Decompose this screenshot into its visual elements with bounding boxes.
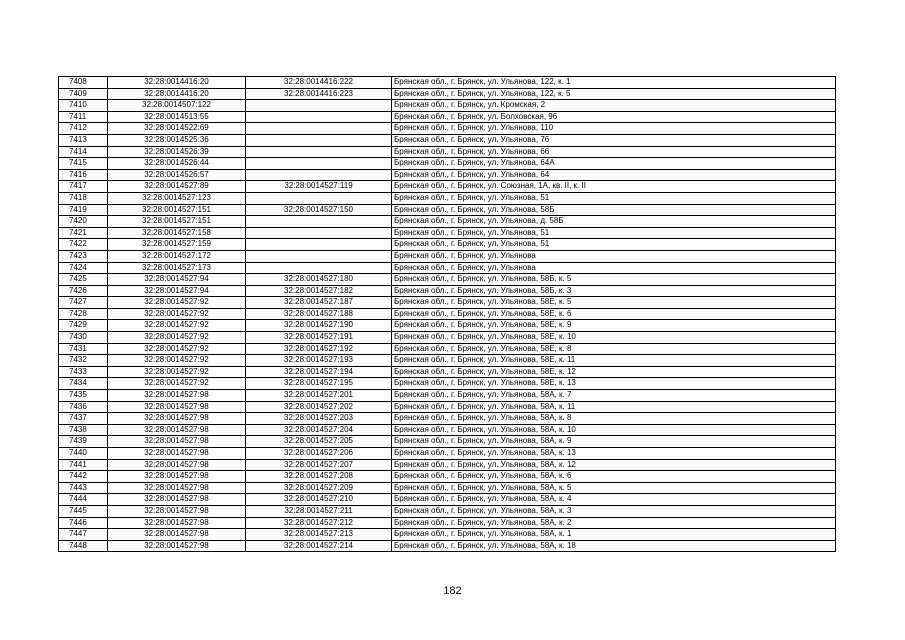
address-cell: Брянская обл., г. Брянск, ул. Ульянова <box>392 250 836 262</box>
table-row <box>59 285 836 297</box>
table-row <box>59 146 836 158</box>
parcel-cadastral-number-cell: 32:28:0014527:151 <box>108 216 246 228</box>
parcel-cadastral-number-cell: 32:28:0014522:69 <box>108 123 246 135</box>
object-cadastral-number-cell: 32:28:0014527:180 <box>246 274 392 286</box>
address-cell: Брянская обл., г. Брянск, ул. Ульянова, 58Е, к. 6 <box>392 308 836 320</box>
page-number: 182 <box>443 585 462 597</box>
table-row <box>59 169 836 181</box>
table-row <box>59 529 836 541</box>
row-number-cell: 7434 <box>59 378 108 390</box>
parcel-cadastral-number-cell: 32:28:0014527:92 <box>108 320 246 332</box>
object-cadastral-number-cell: 32:28:0014527:213 <box>246 529 392 541</box>
row-number-cell: 7410 <box>59 100 108 112</box>
row-number-cell: 7418 <box>59 192 108 204</box>
address-cell: Брянская обл., г. Брянск, ул. Кромская, 2 <box>392 100 836 112</box>
address-cell: Брянская обл., г. Брянск, ул. Ульянова, 58А, к. 3 <box>392 505 836 517</box>
address-cell: Брянская обл., г. Брянск, ул. Союзная, 1А, кв. II, к. II <box>392 181 836 193</box>
address-cell: Брянская обл., г. Брянск, ул. Ульянова, 66 <box>392 146 836 158</box>
object-cadastral-number-cell <box>246 158 392 170</box>
parcel-cadastral-number-cell: 32:28:0014526:44 <box>108 158 246 170</box>
object-cadastral-number-cell <box>246 250 392 262</box>
table-row <box>59 540 836 552</box>
address-cell: Брянская обл., г. Брянск, ул. Ульянова, 51 <box>392 192 836 204</box>
table-row <box>59 517 836 529</box>
address-cell: Брянская обл., г. Брянск, ул. Ульянова, 58А, к. 6 <box>392 471 836 483</box>
table-row <box>59 505 836 517</box>
address-cell: Брянская обл., г. Брянск, ул. Ульянова, 58А, к. 13 <box>392 448 836 460</box>
row-number-cell: 7425 <box>59 274 108 286</box>
object-cadastral-number-cell: 32:28:0014527:209 <box>246 482 392 494</box>
address-cell: Брянская обл., г. Брянск, ул. Ульянова, 58А, к. 5 <box>392 482 836 494</box>
row-number-cell: 7412 <box>59 123 108 135</box>
address-cell: Брянская обл., г. Брянск, ул. Ульянова, 58А, к. 7 <box>392 390 836 402</box>
row-number-cell: 7429 <box>59 320 108 332</box>
table-row <box>59 111 836 123</box>
row-number-cell: 7441 <box>59 459 108 471</box>
object-cadastral-number-cell: 32:28:0014416:223 <box>246 88 392 100</box>
parcel-cadastral-number-cell: 32:28:0014527:98 <box>108 459 246 471</box>
row-number-cell: 7411 <box>59 111 108 123</box>
parcel-cadastral-number-cell: 32:28:0014527:98 <box>108 401 246 413</box>
row-number-cell: 7420 <box>59 216 108 228</box>
object-cadastral-number-cell: 32:28:0014527:188 <box>246 308 392 320</box>
row-number-cell: 7438 <box>59 424 108 436</box>
address-cell: Брянская обл., г. Брянск, ул. Ульянова, 58А, к. 12 <box>392 459 836 471</box>
object-cadastral-number-cell: 32:28:0014527:211 <box>246 505 392 517</box>
object-cadastral-number-cell <box>246 111 392 123</box>
address-cell: Брянская обл., г. Брянск, ул. Ульянова, 58А, к. 9 <box>392 436 836 448</box>
address-cell: Брянская обл., г. Брянск, ул. Ульянова, 51 <box>392 227 836 239</box>
parcel-cadastral-number-cell: 32:28:0014527:123 <box>108 192 246 204</box>
address-cell: Брянская обл., г. Брянск, ул. Ульянова, 58Е, к. 11 <box>392 355 836 367</box>
row-number-cell: 7414 <box>59 146 108 158</box>
row-number-cell: 7443 <box>59 482 108 494</box>
row-number-cell: 7439 <box>59 436 108 448</box>
object-cadastral-number-cell <box>246 227 392 239</box>
object-cadastral-number-cell: 32:28:0014527:182 <box>246 285 392 297</box>
address-cell: Брянская обл., г. Брянск, ул. Ульянова, 64А <box>392 158 836 170</box>
row-number-cell: 7437 <box>59 413 108 425</box>
row-number-cell: 7442 <box>59 471 108 483</box>
parcel-cadastral-number-cell: 32:28:0014416:20 <box>108 88 246 100</box>
table-row <box>59 134 836 146</box>
address-cell: Брянская обл., г. Брянск, ул. Ульянова, 58А, к. 1 <box>392 529 836 541</box>
table-row <box>59 181 836 193</box>
row-number-cell: 7417 <box>59 181 108 193</box>
parcel-cadastral-number-cell: 32:28:0014507:122 <box>108 100 246 112</box>
table-row <box>59 239 836 251</box>
object-cadastral-number-cell: 32:28:0014527:119 <box>246 181 392 193</box>
table-row <box>59 482 836 494</box>
row-number-cell: 7445 <box>59 505 108 517</box>
address-cell: Брянская обл., г. Брянск, ул. Ульянова, 58Е, к. 13 <box>392 378 836 390</box>
table-row <box>59 204 836 216</box>
address-cell: Брянская обл., г. Брянск, ул. Ульянова, 58А, к. 18 <box>392 540 836 552</box>
parcel-cadastral-number-cell: 32:28:0014416:20 <box>108 77 246 89</box>
address-cell: Брянская обл., г. Брянск, ул. Ульянова, 122, к. 1 <box>392 77 836 89</box>
address-cell: Брянская обл., г. Брянск, ул. Ульянова, 58А, к. 11 <box>392 401 836 413</box>
address-cell: Брянская обл., г. Брянск, ул. Ульянова, 58А, к. 4 <box>392 494 836 506</box>
row-number-cell: 7447 <box>59 529 108 541</box>
parcel-cadastral-number-cell: 32:28:0014527:172 <box>108 250 246 262</box>
parcel-cadastral-number-cell: 32:28:0014527:98 <box>108 505 246 517</box>
parcel-cadastral-number-cell: 32:28:0014527:158 <box>108 227 246 239</box>
parcel-cadastral-number-cell: 32:28:0014527:98 <box>108 540 246 552</box>
table-row <box>59 459 836 471</box>
row-number-cell: 7413 <box>59 134 108 146</box>
object-cadastral-number-cell: 32:28:0014527:204 <box>246 424 392 436</box>
address-cell: Брянская обл., г. Брянск, ул. Ульянова, 58Е, к. 12 <box>392 366 836 378</box>
parcel-cadastral-number-cell: 32:28:0014527:92 <box>108 308 246 320</box>
object-cadastral-number-cell <box>246 262 392 274</box>
parcel-cadastral-number-cell: 32:28:0014527:92 <box>108 343 246 355</box>
table-row <box>59 123 836 135</box>
row-number-cell: 7424 <box>59 262 108 274</box>
table-row <box>59 471 836 483</box>
row-number-cell: 7430 <box>59 332 108 344</box>
parcel-cadastral-number-cell: 32:28:0014527:98 <box>108 413 246 425</box>
object-cadastral-number-cell: 32:28:0014527:202 <box>246 401 392 413</box>
object-cadastral-number-cell: 32:28:0014416:222 <box>246 77 392 89</box>
row-number-cell: 7423 <box>59 250 108 262</box>
row-number-cell: 7448 <box>59 540 108 552</box>
parcel-cadastral-number-cell: 32:28:0014527:98 <box>108 494 246 506</box>
object-cadastral-number-cell: 32:28:0014527:150 <box>246 204 392 216</box>
table-row <box>59 390 836 402</box>
parcel-cadastral-number-cell: 32:28:0014527:89 <box>108 181 246 193</box>
object-cadastral-number-cell <box>246 169 392 181</box>
parcel-cadastral-number-cell: 32:28:0014527:98 <box>108 471 246 483</box>
table-row <box>59 227 836 239</box>
object-cadastral-number-cell: 32:28:0014527:205 <box>246 436 392 448</box>
parcel-cadastral-number-cell: 32:28:0014527:98 <box>108 448 246 460</box>
object-cadastral-number-cell: 32:28:0014527:210 <box>246 494 392 506</box>
object-cadastral-number-cell: 32:28:0014527:191 <box>246 332 392 344</box>
object-cadastral-number-cell <box>246 134 392 146</box>
parcel-cadastral-number-cell: 32:28:0014527:92 <box>108 378 246 390</box>
parcel-cadastral-number-cell: 32:28:0014527:98 <box>108 424 246 436</box>
row-number-cell: 7440 <box>59 448 108 460</box>
table-row <box>59 424 836 436</box>
parcel-cadastral-number-cell: 32:28:0014527:92 <box>108 355 246 367</box>
row-number-cell: 7433 <box>59 366 108 378</box>
parcel-cadastral-number-cell: 32:28:0014527:94 <box>108 285 246 297</box>
row-number-cell: 7422 <box>59 239 108 251</box>
address-cell: Брянская обл., г. Брянск, ул. Ульянова, 58Б, к. 3 <box>392 285 836 297</box>
row-number-cell: 7428 <box>59 308 108 320</box>
address-cell: Брянская обл., г. Брянск, ул. Ульянова, 58А, к. 2 <box>392 517 836 529</box>
table-row <box>59 378 836 390</box>
parcel-cadastral-number-cell: 32:28:0014527:173 <box>108 262 246 274</box>
object-cadastral-number-cell: 32:28:0014527:207 <box>246 459 392 471</box>
parcel-cadastral-number-cell: 32:28:0014527:159 <box>108 239 246 251</box>
parcel-cadastral-number-cell: 32:28:0014527:94 <box>108 274 246 286</box>
object-cadastral-number-cell: 32:28:0014527:201 <box>246 390 392 402</box>
parcel-cadastral-number-cell: 32:28:0014526:57 <box>108 169 246 181</box>
table-row <box>59 366 836 378</box>
object-cadastral-number-cell <box>246 100 392 112</box>
object-cadastral-number-cell <box>246 239 392 251</box>
table-row <box>59 158 836 170</box>
table-row <box>59 216 836 228</box>
address-cell: Брянская обл., г. Брянск, ул. Ульянова, 51 <box>392 239 836 251</box>
parcel-cadastral-number-cell: 32:28:0014527:98 <box>108 390 246 402</box>
address-cell: Брянская обл., г. Брянск, ул. Ульянова, 58Е, к. 8 <box>392 343 836 355</box>
row-number-cell: 7436 <box>59 401 108 413</box>
parcel-cadastral-number-cell: 32:28:0014527:98 <box>108 482 246 494</box>
address-cell: Брянская обл., г. Брянск, ул. Ульянова, 58Е, к. 9 <box>392 320 836 332</box>
row-number-cell: 7421 <box>59 227 108 239</box>
address-cell: Брянская обл., г. Брянск, ул. Ульянова, 110 <box>392 123 836 135</box>
parcel-cadastral-number-cell: 32:28:0014527:98 <box>108 529 246 541</box>
object-cadastral-number-cell: 32:28:0014527:208 <box>246 471 392 483</box>
object-cadastral-number-cell: 32:28:0014527:194 <box>246 366 392 378</box>
table-row <box>59 343 836 355</box>
object-cadastral-number-cell <box>246 192 392 204</box>
row-number-cell: 7408 <box>59 77 108 89</box>
table-row <box>59 401 836 413</box>
table-row <box>59 332 836 344</box>
parcel-cadastral-number-cell: 32:28:0014527:92 <box>108 332 246 344</box>
row-number-cell: 7432 <box>59 355 108 367</box>
row-number-cell: 7426 <box>59 285 108 297</box>
address-cell: Брянская обл., г. Брянск, ул. Ульянова, д. 58Б <box>392 216 836 228</box>
parcel-cadastral-number-cell: 32:28:0014527:92 <box>108 297 246 309</box>
row-number-cell: 7435 <box>59 390 108 402</box>
table-body <box>59 77 836 552</box>
parcel-cadastral-number-cell: 32:28:0014527:98 <box>108 517 246 529</box>
table-row <box>59 192 836 204</box>
address-cell: Брянская обл., г. Брянск, ул. Ульянова, 58А, к. 8 <box>392 413 836 425</box>
table-row <box>59 100 836 112</box>
table-row <box>59 77 836 89</box>
object-cadastral-number-cell <box>246 146 392 158</box>
row-number-cell: 7415 <box>59 158 108 170</box>
object-cadastral-number-cell: 32:28:0014527:187 <box>246 297 392 309</box>
address-cell: Брянская обл., г. Брянск, ул. Ульянова, 58Е, к. 5 <box>392 297 836 309</box>
row-number-cell: 7444 <box>59 494 108 506</box>
parcel-cadastral-number-cell: 32:28:0014527:151 <box>108 204 246 216</box>
address-cell: Брянская обл., г. Брянск, ул. Ульянова, 58Б, к. 5 <box>392 274 836 286</box>
table-row <box>59 355 836 367</box>
table-row <box>59 494 836 506</box>
parcel-cadastral-number-cell: 32:28:0014525:36 <box>108 134 246 146</box>
table-row <box>59 262 836 274</box>
table-row <box>59 320 836 332</box>
cadastral-table <box>58 76 836 552</box>
object-cadastral-number-cell: 32:28:0014527:190 <box>246 320 392 332</box>
table-row <box>59 274 836 286</box>
address-cell: Брянская обл., г. Брянск, ул. Ульянова <box>392 262 836 274</box>
table-row <box>59 436 836 448</box>
row-number-cell: 7419 <box>59 204 108 216</box>
address-cell: Брянская обл., г. Брянск, ул. Ульянова, 64 <box>392 169 836 181</box>
table-row <box>59 413 836 425</box>
object-cadastral-number-cell: 32:28:0014527:212 <box>246 517 392 529</box>
table-row <box>59 308 836 320</box>
parcel-cadastral-number-cell: 32:28:0014526:39 <box>108 146 246 158</box>
address-cell: Брянская обл., г. Брянск, ул. Болховская, 96 <box>392 111 836 123</box>
address-cell: Брянская обл., г. Брянск, ул. Ульянова, 58А, к. 10 <box>392 424 836 436</box>
parcel-cadastral-number-cell: 32:28:0014513:55 <box>108 111 246 123</box>
object-cadastral-number-cell: 32:28:0014527:192 <box>246 343 392 355</box>
table-row <box>59 297 836 309</box>
address-cell: Брянская обл., г. Брянск, ул. Ульянова, 76 <box>392 134 836 146</box>
parcel-cadastral-number-cell: 32:28:0014527:98 <box>108 436 246 448</box>
table-row <box>59 448 836 460</box>
object-cadastral-number-cell: 32:28:0014527:195 <box>246 378 392 390</box>
parcel-cadastral-number-cell: 32:28:0014527:92 <box>108 366 246 378</box>
table-row <box>59 88 836 100</box>
row-number-cell: 7409 <box>59 88 108 100</box>
row-number-cell: 7431 <box>59 343 108 355</box>
row-number-cell: 7446 <box>59 517 108 529</box>
row-number-cell: 7416 <box>59 169 108 181</box>
object-cadastral-number-cell: 32:28:0014527:193 <box>246 355 392 367</box>
address-cell: Брянская обл., г. Брянск, ул. Ульянова, 58Б <box>392 204 836 216</box>
address-cell: Брянская обл., г. Брянск, ул. Ульянова, 122, к. 5 <box>392 88 836 100</box>
row-number-cell: 7427 <box>59 297 108 309</box>
object-cadastral-number-cell: 32:28:0014527:203 <box>246 413 392 425</box>
object-cadastral-number-cell: 32:28:0014527:206 <box>246 448 392 460</box>
table-row <box>59 250 836 262</box>
object-cadastral-number-cell <box>246 216 392 228</box>
object-cadastral-number-cell <box>246 123 392 135</box>
object-cadastral-number-cell: 32:28:0014527:214 <box>246 540 392 552</box>
address-cell: Брянская обл., г. Брянск, ул. Ульянова, 58Е, к. 10 <box>392 332 836 344</box>
